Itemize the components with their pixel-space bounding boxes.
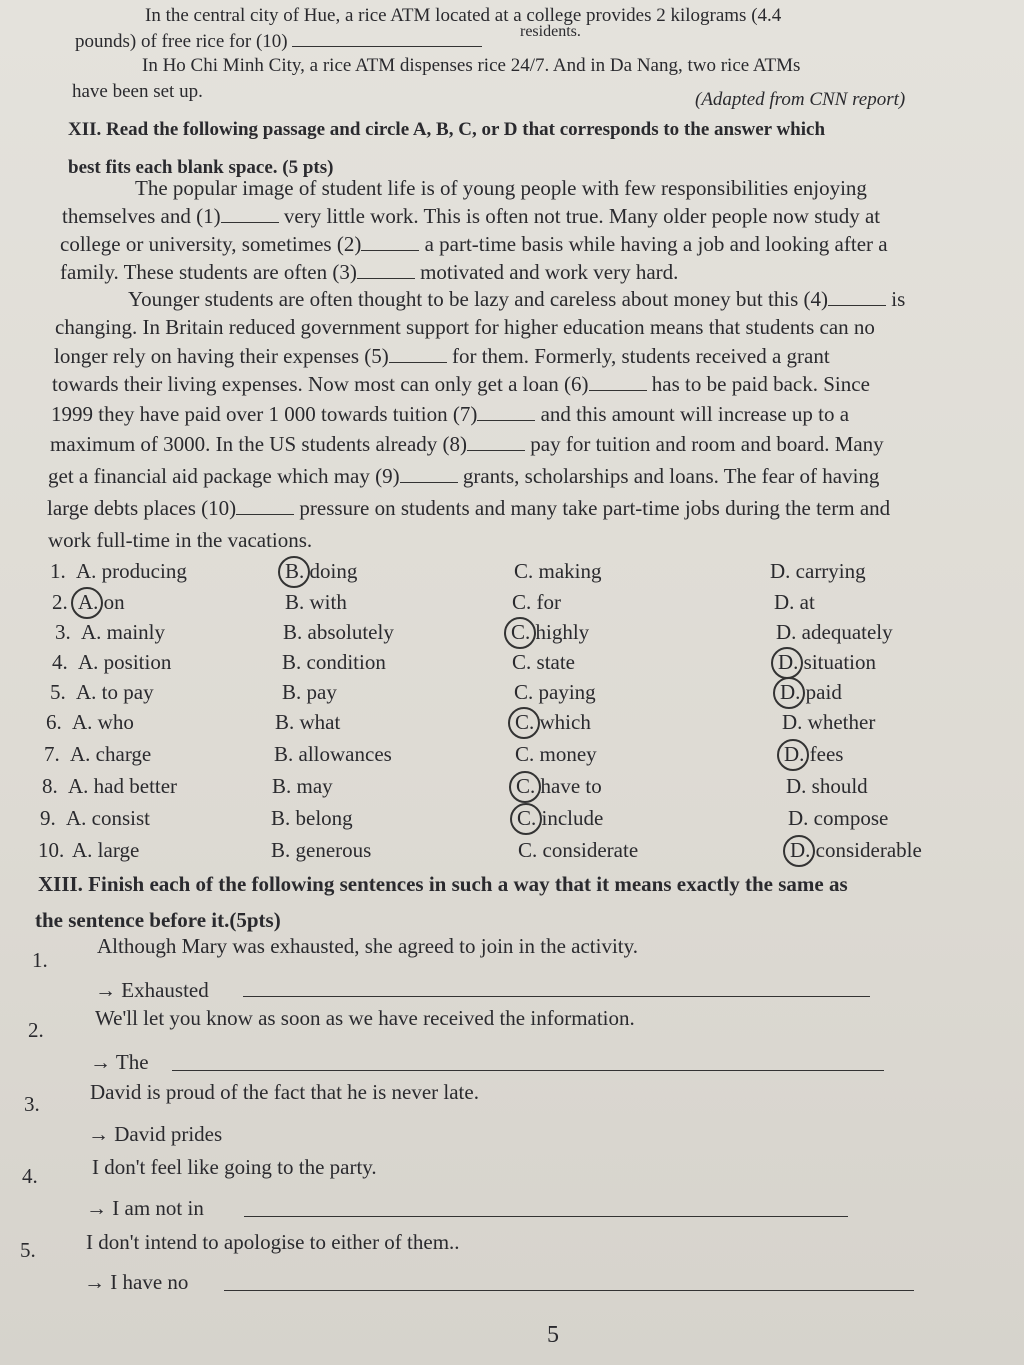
option-d[interactable] bbox=[770, 557, 866, 585]
option-a[interactable] bbox=[81, 618, 165, 646]
option-a[interactable] bbox=[72, 708, 134, 736]
option-letter: A. bbox=[70, 742, 91, 766]
option-text: had better bbox=[88, 774, 178, 798]
option-text: money bbox=[534, 742, 597, 766]
option-b[interactable] bbox=[283, 618, 394, 646]
option-letter: D. bbox=[776, 620, 797, 644]
option-text: adequately bbox=[796, 620, 893, 644]
option-c[interactable] bbox=[512, 588, 561, 616]
question-number: 9. bbox=[40, 806, 56, 830]
option-a[interactable] bbox=[76, 557, 187, 585]
option-text: generous bbox=[290, 838, 372, 862]
passage-line: changing. In Britain reduced government support for higher education means that students can no bbox=[55, 315, 875, 339]
item-sentence: David is proud of the fact that he is never late. bbox=[90, 1080, 479, 1104]
passage-line: maximum of 3000. In the US students already (8) pay for tuition and room and board. Many bbox=[50, 432, 884, 456]
option-letter: B. bbox=[283, 620, 303, 644]
source-citation: (Adapted from CNN report) bbox=[695, 89, 906, 110]
option-text: considerable bbox=[810, 838, 922, 862]
option-d[interactable] bbox=[780, 678, 842, 706]
option-letter: B. bbox=[282, 680, 302, 704]
option-c[interactable] bbox=[514, 678, 596, 706]
option-c[interactable] bbox=[517, 804, 603, 832]
option-text: belong bbox=[290, 806, 353, 830]
option-text: at bbox=[794, 590, 815, 614]
option-b[interactable] bbox=[271, 836, 371, 864]
option-text: allowances bbox=[293, 742, 392, 766]
option-letter: C. bbox=[512, 650, 532, 674]
option-letter: A. bbox=[78, 590, 99, 614]
section-heading: the sentence before it.(5pts) bbox=[35, 908, 281, 932]
option-text: charge bbox=[90, 742, 152, 766]
option-letter: C. bbox=[515, 742, 535, 766]
option-a[interactable] bbox=[70, 740, 151, 768]
passage-line: 1999 they have paid over 1 000 towards tuition (7) and this amount will increase up to a bbox=[51, 402, 850, 426]
passage-line: themselves and (1) very little work. This is often not true. Many older people now study at bbox=[62, 204, 881, 228]
option-text: considerate bbox=[537, 838, 639, 862]
option-letter: C. bbox=[515, 710, 535, 734]
option-text: for bbox=[531, 590, 562, 614]
option-letter: B. bbox=[282, 650, 302, 674]
option-letter: A. bbox=[76, 559, 97, 583]
item-number: 2. bbox=[28, 1018, 44, 1042]
option-b[interactable] bbox=[285, 557, 357, 585]
item-number: 5. bbox=[20, 1238, 36, 1262]
option-text: with bbox=[304, 590, 347, 614]
option-letter: A. bbox=[72, 710, 93, 734]
option-d[interactable] bbox=[784, 740, 843, 768]
option-letter: B. bbox=[271, 838, 291, 862]
passage-line: pounds) of free rice for (10) bbox=[75, 30, 482, 54]
option-letter: A. bbox=[68, 774, 89, 798]
option-c[interactable] bbox=[511, 618, 589, 646]
option-d[interactable] bbox=[782, 708, 875, 736]
option-b[interactable] bbox=[275, 708, 340, 736]
item-prompt: → I am not in bbox=[86, 1196, 204, 1220]
item-prompt: → Exhausted bbox=[95, 978, 209, 1002]
item-number: 3. bbox=[24, 1092, 40, 1116]
option-text: include bbox=[536, 806, 604, 830]
option-letter: C. bbox=[516, 774, 536, 798]
option-d[interactable] bbox=[778, 648, 876, 676]
option-text: to pay bbox=[96, 680, 154, 704]
passage-line: In Ho Chi Minh City, a rice ATM dispenses rice 24/7. And in Da Nang, two rice ATMs bbox=[142, 55, 801, 76]
option-text: consist bbox=[86, 806, 151, 830]
answer-line[interactable] bbox=[172, 1070, 884, 1071]
option-text: large bbox=[92, 838, 140, 862]
option-c[interactable] bbox=[515, 740, 597, 768]
option-letter: B. bbox=[274, 742, 294, 766]
option-letter: B. bbox=[271, 806, 291, 830]
question-number: 3. bbox=[55, 620, 71, 644]
answer-line[interactable] bbox=[224, 1290, 914, 1291]
item-prompt: → The bbox=[90, 1050, 149, 1074]
option-d[interactable] bbox=[788, 804, 888, 832]
option-letter: C. bbox=[517, 806, 537, 830]
passage-line: longer rely on having their expenses (5) for them. Formerly, students received a grant bbox=[54, 344, 830, 368]
answer-line[interactable] bbox=[243, 996, 870, 997]
option-text: have to bbox=[535, 774, 602, 798]
option-text: may bbox=[291, 774, 333, 798]
passage-line: large debts places (10) pressure on students and many take part-time jobs during the term and bbox=[47, 496, 891, 520]
option-letter: B. bbox=[285, 559, 305, 583]
option-text: pay bbox=[301, 680, 337, 704]
option-letter: C. bbox=[511, 620, 531, 644]
option-c[interactable] bbox=[514, 557, 602, 585]
option-text: who bbox=[92, 710, 134, 734]
option-text: doing bbox=[304, 559, 358, 583]
option-text: position bbox=[98, 650, 172, 674]
option-b[interactable] bbox=[282, 678, 337, 706]
section-heading: best fits each blank space. (5 pts) bbox=[68, 157, 334, 178]
question-number: 7. bbox=[44, 742, 60, 766]
option-text: should bbox=[806, 774, 868, 798]
option-letter: D. bbox=[786, 774, 807, 798]
item-sentence: We'll let you know as soon as we have received the information. bbox=[95, 1006, 635, 1030]
passage-line: Younger students are often thought to be lazy and careless about money but this (4) is bbox=[128, 287, 906, 311]
option-a[interactable] bbox=[76, 678, 154, 706]
option-d[interactable] bbox=[786, 772, 868, 800]
passage-line: work full-time in the vacations. bbox=[48, 528, 313, 552]
option-letter: C. bbox=[512, 590, 532, 614]
option-text: absolutely bbox=[302, 620, 394, 644]
option-letter: A. bbox=[72, 838, 93, 862]
option-b[interactable] bbox=[282, 648, 386, 676]
option-b[interactable] bbox=[285, 588, 347, 616]
option-b[interactable] bbox=[272, 772, 333, 800]
option-a[interactable] bbox=[68, 772, 177, 800]
option-letter: C. bbox=[518, 838, 538, 862]
option-text: carrying bbox=[790, 559, 866, 583]
question-number: 6. bbox=[46, 710, 62, 734]
option-text: condition bbox=[301, 650, 386, 674]
passage-line: college or university, sometimes (2) a part-time basis while having a job and looking after a bbox=[60, 232, 888, 256]
passage-line: have been set up. bbox=[72, 81, 203, 102]
option-letter: B. bbox=[275, 710, 295, 734]
option-letter: A. bbox=[78, 650, 99, 674]
option-a[interactable] bbox=[66, 804, 150, 832]
option-a[interactable] bbox=[78, 648, 171, 676]
option-text: producing bbox=[96, 559, 187, 583]
option-letter: C. bbox=[514, 680, 534, 704]
option-c[interactable] bbox=[516, 772, 602, 800]
question-number: 5. bbox=[50, 680, 66, 704]
option-letter: D. bbox=[784, 742, 805, 766]
option-letter: D. bbox=[774, 590, 795, 614]
passage-line: The popular image of student life is of young people with few responsibilities enjoying bbox=[135, 176, 867, 200]
option-text: which bbox=[534, 710, 591, 734]
option-text: highly bbox=[530, 620, 590, 644]
option-text: situation bbox=[798, 650, 877, 674]
option-text: mainly bbox=[101, 620, 165, 644]
item-number: 1. bbox=[32, 948, 48, 972]
option-text: paying bbox=[533, 680, 596, 704]
option-d[interactable] bbox=[776, 618, 893, 646]
option-a[interactable] bbox=[78, 588, 125, 616]
option-d[interactable] bbox=[774, 588, 815, 616]
option-letter: D. bbox=[788, 806, 809, 830]
option-text: paid bbox=[800, 680, 842, 704]
option-text: whether bbox=[802, 710, 876, 734]
option-text: fees bbox=[804, 742, 844, 766]
item-number: 4. bbox=[22, 1164, 38, 1188]
option-letter: D. bbox=[780, 680, 801, 704]
option-letter: D. bbox=[770, 559, 791, 583]
question-number: 2. bbox=[52, 590, 68, 614]
item-prompt: → David prides bbox=[88, 1122, 223, 1146]
option-letter: A. bbox=[66, 806, 87, 830]
item-sentence: I don't intend to apologise to either of them.. bbox=[86, 1230, 460, 1254]
option-letter: A. bbox=[76, 680, 97, 704]
option-letter: B. bbox=[272, 774, 292, 798]
option-text: state bbox=[531, 650, 575, 674]
question-number: 1. bbox=[50, 559, 66, 583]
section-heading: XII. Read the following passage and circle A, B, C, or D that corresponds to the answer which bbox=[68, 119, 826, 140]
section-heading: XIII. Finish each of the following sentences in such a way that it means exactly the same as bbox=[38, 872, 848, 896]
option-letter: C. bbox=[514, 559, 534, 583]
passage-line: towards their living expenses. Now most can only get a loan (6) has to be paid back. Since bbox=[52, 372, 870, 396]
option-b[interactable] bbox=[271, 804, 353, 832]
option-c[interactable] bbox=[515, 708, 591, 736]
option-letter: A. bbox=[81, 620, 102, 644]
question-number: 4. bbox=[52, 650, 68, 674]
option-text: compose bbox=[808, 806, 889, 830]
option-text: what bbox=[294, 710, 341, 734]
option-text: making bbox=[533, 559, 602, 583]
option-letter: D. bbox=[782, 710, 803, 734]
item-sentence: Although Mary was exhausted, she agreed to join in the activity. bbox=[97, 934, 639, 958]
option-letter: D. bbox=[790, 838, 811, 862]
passage-line: residents. bbox=[520, 23, 581, 40]
option-c[interactable] bbox=[512, 648, 575, 676]
option-a[interactable] bbox=[72, 836, 139, 864]
question-number: 10. bbox=[38, 838, 65, 862]
option-text: on bbox=[98, 590, 125, 614]
passage-line: In the central city of Hue, a rice ATM located at a college provides 2 kilograms (4.4 bbox=[145, 5, 782, 26]
question-number: 8. bbox=[42, 774, 58, 798]
page-number: 5 bbox=[547, 1322, 559, 1348]
option-d[interactable] bbox=[790, 836, 922, 864]
item-sentence: I don't feel like going to the party. bbox=[92, 1155, 377, 1179]
option-letter: D. bbox=[778, 650, 799, 674]
answer-line[interactable] bbox=[244, 1216, 848, 1217]
passage-line: family. These students are often (3) motivated and work very hard. bbox=[60, 260, 679, 284]
item-prompt: → I have no bbox=[84, 1270, 189, 1294]
option-b[interactable] bbox=[274, 740, 392, 768]
passage-line: get a financial aid package which may (9) grants, scholarships and loans. The fear of having bbox=[48, 464, 880, 488]
option-letter: B. bbox=[285, 590, 305, 614]
option-c[interactable] bbox=[518, 836, 638, 864]
